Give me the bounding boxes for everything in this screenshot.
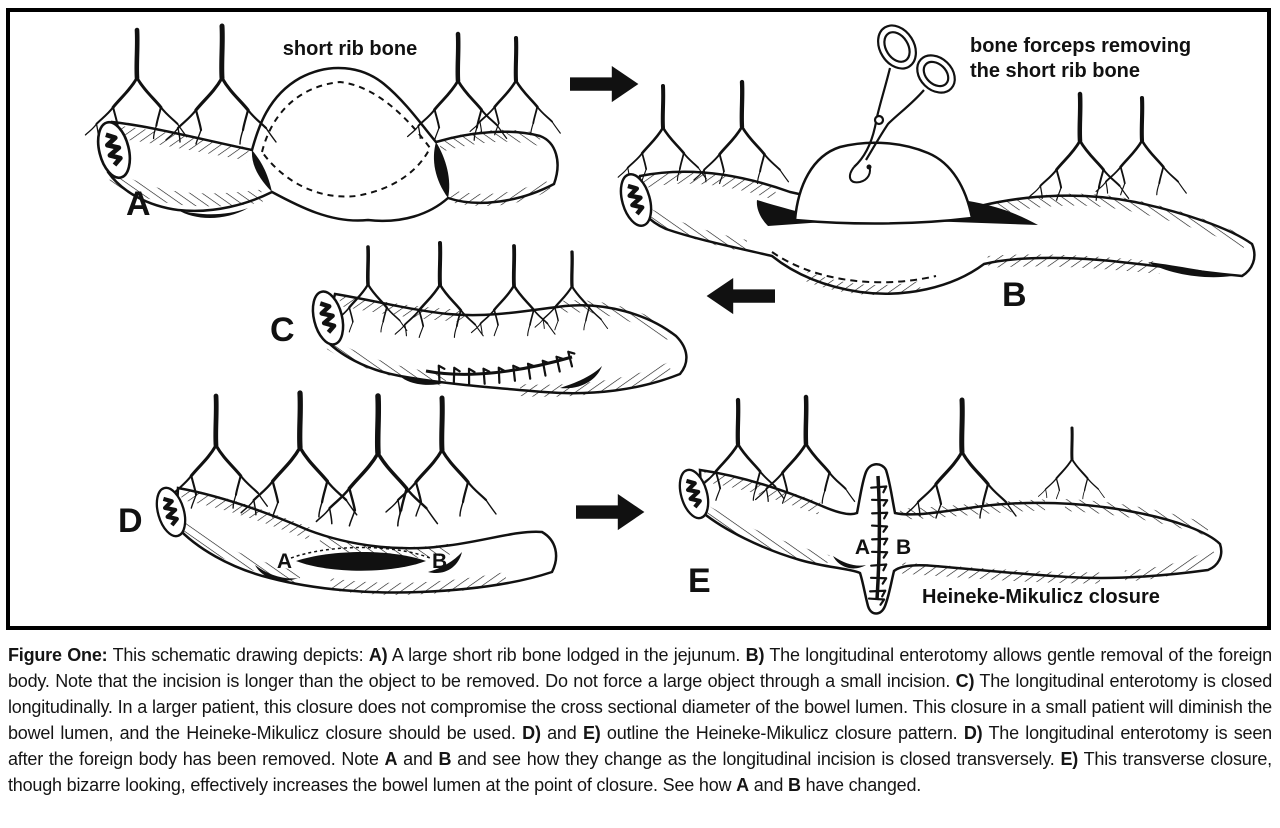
caption-segment: D) <box>522 723 541 743</box>
bone-forceps-label-line2: the short rib bone <box>970 60 1140 82</box>
caption-segment: This schematic drawing depicts: <box>107 645 369 665</box>
caption-segment: The longitudinal enterotomy is seen after the foreign body has been removed. Note <box>8 723 1272 769</box>
heineke-mikulicz-label: Heineke-Mikulicz closure <box>922 586 1160 608</box>
caption-segment: A <box>384 749 398 769</box>
bone-forceps-label-line1: bone forceps removing <box>970 35 1192 57</box>
caption-segment: The longitudinal enterotomy is closed longitudinally. In a larger patient, this closure does not compromise the cross sectional diameter of the bowel lumen. This closure in a small patient will diminish the bowel lumen, and the Heineke-Mikulicz closure should be used. <box>8 671 1273 743</box>
caption-segment: A <box>736 775 749 795</box>
caption-segment: outline the Heineke-Mikulicz closure pattern. <box>600 723 964 743</box>
caption-segment: E) <box>1060 749 1079 769</box>
caption-segment: and <box>397 749 439 769</box>
caption-segment: and see how they change as the longitudinal incision is closed transversely. <box>451 749 1061 769</box>
caption-segment: have changed. <box>800 775 922 795</box>
panel-d-label: D <box>118 502 143 540</box>
caption-segment: This transverse closure, though bizarre looking, effectively increases the bowel lumen at the point of closure. See how <box>8 749 1272 795</box>
caption-segment: A large short rib bone lodged in the jejunum. <box>387 645 746 665</box>
panel-a-label: A <box>126 185 151 223</box>
caption-segment: and <box>540 723 583 743</box>
caption-segment: Figure One: <box>8 645 108 665</box>
caption-segment: B <box>787 775 801 795</box>
short-rib-bone-label: short rib bone <box>282 38 418 60</box>
caption-segment: B <box>438 749 452 769</box>
caption-segment: D) <box>963 723 983 743</box>
caption-segment: and <box>748 775 788 795</box>
point-b-label: B <box>896 536 912 559</box>
figure-caption <box>8 642 1272 798</box>
caption-segment: The longitudinal enterotomy allows gentle removal of the foreign body. Note that the incision is longer than the object to be removed. Do not force a large object through a small incision. <box>8 645 1272 691</box>
caption-segment: B) <box>745 645 765 665</box>
point-a-label: A <box>854 536 870 559</box>
panel-c-label: C <box>270 311 295 349</box>
panel-b-label: B <box>1002 276 1027 314</box>
caption-segment: C) <box>955 671 975 691</box>
caption-segment: E) <box>582 723 601 743</box>
point-a-label: A <box>276 550 292 573</box>
point-b-label: B <box>432 550 448 573</box>
caption-segment: A) <box>368 645 388 665</box>
panel-e-label: E <box>688 562 711 600</box>
